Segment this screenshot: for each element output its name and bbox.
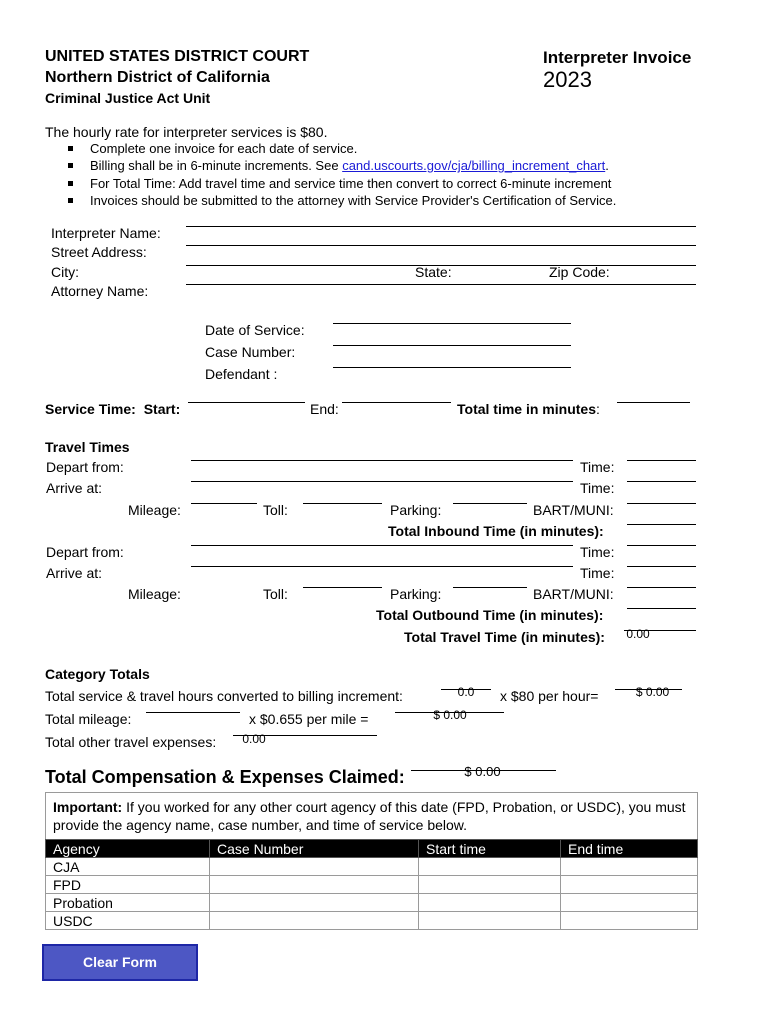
important-label: Important: [53, 799, 123, 815]
outbound-depart-field[interactable] [191, 545, 573, 546]
case-number-input[interactable] [210, 876, 419, 894]
total-compensation-label: Total Compensation & Expenses Claimed: [45, 767, 405, 787]
service-end-field[interactable] [342, 402, 451, 403]
case-number-input[interactable] [210, 858, 419, 876]
inbound-toll-field[interactable] [303, 503, 382, 504]
clear-form-button[interactable]: Clear Form [42, 944, 198, 981]
inbound-parking-field[interactable] [453, 503, 527, 504]
inbound-arrive-time-label: Time: [580, 480, 615, 496]
billing-chart-link[interactable]: cand.uscourts.gov/cja/billing_increment_chart [342, 158, 606, 174]
total-mileage-field[interactable] [146, 712, 240, 713]
col-case-number: Case Number [210, 840, 419, 858]
street-address-label: Street Address: [51, 244, 147, 260]
end-time-input[interactable] [561, 876, 698, 894]
inbound-depart-field[interactable] [191, 460, 573, 461]
outbound-parking-label: Parking: [390, 586, 442, 602]
col-agency: Agency [46, 840, 210, 858]
interpreter-name-field[interactable] [186, 226, 696, 227]
service-start-field[interactable] [188, 402, 305, 403]
inbound-toll-label: Toll: [263, 502, 288, 518]
form-year: 2023 [543, 67, 592, 92]
other-expenses-value: 0.00 [242, 732, 266, 746]
outbound-depart-time-label: Time: [580, 544, 615, 560]
district-name: Northern District of California [45, 69, 270, 86]
end-time-input[interactable] [561, 912, 698, 930]
state-label: State: [415, 264, 452, 280]
travel-total-value: 0.00 [626, 627, 650, 641]
end-label: End: [310, 401, 339, 417]
outbound-total-field[interactable] [627, 608, 696, 609]
col-end-time: End time [561, 840, 698, 858]
form-title: Interpreter Invoice [543, 48, 692, 67]
inbound-total-field[interactable] [627, 524, 696, 525]
inbound-depart-label: Depart from: [46, 459, 124, 475]
outbound-arrive-time-field[interactable] [627, 566, 696, 567]
inbound-parking-label: Parking: [390, 502, 442, 518]
unit-name: Criminal Justice Act Unit [45, 90, 211, 106]
table-row [46, 912, 698, 930]
category-totals-heading: Category Totals [45, 666, 150, 682]
inbound-depart-time-field[interactable] [627, 460, 696, 461]
start-time-input[interactable] [419, 894, 561, 912]
inbound-arrive-time-field[interactable] [627, 481, 696, 482]
start-label: Start: [143, 401, 181, 417]
inbound-total-label: Total Inbound Time (in minutes): [388, 523, 604, 539]
important-notice [46, 793, 697, 834]
outbound-depart-label: Depart from: [46, 544, 124, 560]
defendant-field[interactable] [333, 367, 571, 368]
case-number-input[interactable] [210, 912, 419, 930]
outbound-toll-label: Toll: [263, 586, 288, 602]
inbound-bart-label: BART/MUNI: [533, 502, 614, 518]
mileage-amount-value: $ 0.00 [433, 708, 467, 722]
total-mileage-label: Total mileage: [45, 711, 132, 727]
agency-cell: CJA [46, 858, 210, 876]
important-text: If you worked for any other court agency of this date (FPD, Probation, or USDC), you must provide the agency name, case number, and time of service below. [53, 799, 686, 833]
outbound-parking-field[interactable] [453, 587, 527, 588]
outbound-arrive-label: Arrive at: [46, 565, 103, 581]
inbound-arrive-field[interactable] [191, 481, 573, 482]
outbound-bart-field[interactable] [627, 587, 696, 588]
city-state-zip-line [186, 265, 696, 266]
agency-cell: FPD [46, 876, 210, 894]
attorney-name-label: Attorney Name: [51, 283, 149, 299]
service-time-label: Service Time: [45, 401, 136, 417]
start-time-input[interactable] [419, 858, 561, 876]
instruction-text: Billing shall be in 6-minute increments. See [90, 158, 343, 174]
court-name: UNITED STATES DISTRICT COURT [45, 48, 310, 65]
other-expenses-label: Total other travel expenses: [45, 734, 217, 750]
total-minutes-colon: : [595, 401, 600, 417]
hours-amount-value: $ 0.00 [635, 685, 670, 699]
rate-text: The hourly rate for interpreter services is $80. [45, 124, 328, 140]
billing-hours-value: 0.0 [457, 685, 475, 699]
instruction-item: Complete one invoice for each date of service. [66, 140, 616, 157]
travel-total-label: Total Travel Time (in minutes): [404, 629, 605, 645]
case-number-field[interactable] [333, 345, 571, 346]
case-number-label: Case Number: [205, 344, 296, 360]
total-minutes-field[interactable] [617, 402, 690, 403]
inbound-arrive-label: Arrive at: [46, 480, 103, 496]
billing-hours-label: Total service & travel hours converted to billing increment: [45, 688, 403, 704]
col-start-time: Start time [419, 840, 561, 858]
table-row [46, 876, 698, 894]
instructions-list [66, 140, 616, 209]
inbound-mileage-label: Mileage: [128, 502, 181, 518]
inbound-depart-time-label: Time: [580, 459, 615, 475]
defendant-label: Defendant : [205, 366, 278, 382]
travel-times-heading: Travel Times [45, 439, 130, 455]
outbound-arrive-time-label: Time: [580, 565, 615, 581]
date-of-service-field[interactable] [333, 323, 571, 324]
interpreter-name-label: Interpreter Name: [51, 225, 161, 241]
end-time-input[interactable] [561, 894, 698, 912]
agency-cell: USDC [46, 912, 210, 930]
zip-label: Zip Code: [549, 264, 610, 280]
street-address-field[interactable] [186, 245, 696, 246]
instruction-text: . [605, 158, 609, 174]
outbound-bart-label: BART/MUNI: [533, 586, 614, 602]
outbound-mileage-label: Mileage: [128, 586, 181, 602]
total-compensation-value: $ 0.00 [464, 764, 501, 779]
outbound-total-label: Total Outbound Time (in minutes): [376, 607, 604, 623]
agency-table-header [46, 840, 698, 858]
agency-cell: Probation [46, 894, 210, 912]
end-time-input[interactable] [561, 858, 698, 876]
inbound-mileage-field[interactable] [191, 503, 257, 504]
instruction-item: Invoices should be submitted to the attorney with Service Provider's Certification of Service. [66, 192, 616, 209]
outbound-toll-field[interactable] [303, 587, 382, 588]
mileage-rate-label: x $0.655 per mile = [249, 711, 369, 727]
inbound-bart-field[interactable] [627, 503, 696, 504]
start-time-input[interactable] [419, 876, 561, 894]
instruction-item [66, 157, 616, 174]
important-notice-box [45, 792, 698, 839]
hourly-rate-label: x $80 per hour= [500, 688, 599, 704]
table-row [46, 894, 698, 912]
outbound-arrive-field[interactable] [191, 566, 573, 567]
attorney-underline [186, 284, 696, 285]
instruction-item: For Total Time: Add travel time and service time then convert to correct 6-minute increment [66, 175, 616, 192]
outbound-depart-time-field[interactable] [627, 545, 696, 546]
date-of-service-label: Date of Service: [205, 322, 305, 338]
case-number-input[interactable] [210, 894, 419, 912]
total-minutes-label: Total time in minutes [457, 401, 596, 417]
total-minutes-row [457, 401, 600, 417]
start-time-input[interactable] [419, 912, 561, 930]
service-time-row [45, 401, 180, 417]
table-row [46, 858, 698, 876]
city-label: City: [51, 264, 79, 280]
agency-table [45, 839, 698, 930]
